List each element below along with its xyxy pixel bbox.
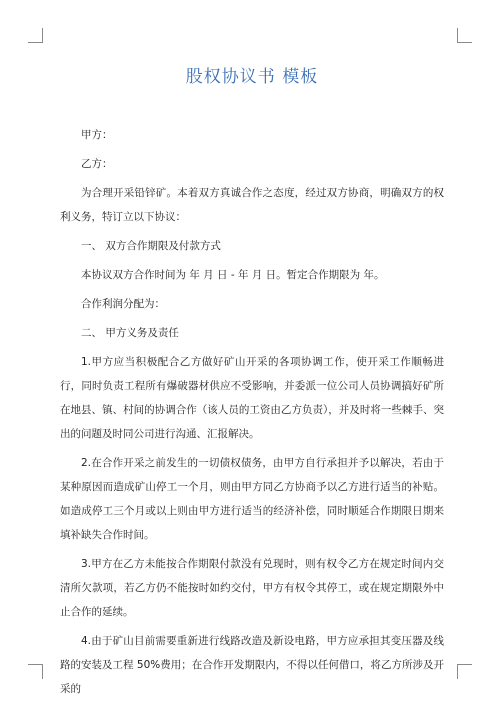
clause-4-paragraph: 4.由于矿山目前需要重新进行线路改造及新设电路，甲方应承担其变压器及线路的安装及工程 50%费用；在合作开发期限内，不得以任何借口，将乙方所涉及开采的 [60, 635, 444, 695]
crop-mark-bottom-left [28, 664, 43, 679]
section-2-heading: 二、 甲方义务及责任 [81, 327, 179, 339]
section-1-term: 本协议双方合作时间为 年 月 日 - 年 月 日。暂定合作期限为 年。 [81, 269, 385, 281]
intro-paragraph: 为合理开采铅锌矿。本着双方真诚合作之态度，经过双方协商，明确双方的权利义务，特订立以下协议： [60, 187, 444, 223]
clause-3-paragraph: 3.甲方在乙方未能按合作期限付款没有兑现时，则有权令乙方在规定时间内交清所欠款项，若乙方仍不能按时如约交付，甲方有权令其停工，或在规定期限外中止合作的延续。 [60, 558, 444, 618]
crop-mark-bottom-right [457, 664, 472, 679]
section-1-heading: 一、 双方合作期限及付款方式 [81, 240, 221, 252]
section-1-profit: 合作利润分配为： [81, 298, 165, 310]
party-a-line: 甲方： [81, 129, 113, 141]
crop-mark-top-right [457, 28, 472, 43]
document-page [60, 62, 444, 701]
crop-mark-top-left [28, 28, 43, 43]
document-title: 股权协议书 模板 [185, 67, 319, 87]
party-b-line: 乙方： [81, 158, 113, 170]
clause-1-paragraph: 1.甲方应当积极配合乙方做好矿山开采的各项协调工作，使开采工作顺畅进行，同时负责工程所有爆破器材供应不受影响，并委派一位公司人员协调搞好矿所在地县、镇、村间的协调合作（该人员的工资由乙方负责），并及时将一些棘手、突出的问题及时同公司进行沟通、汇报解决。 [60, 356, 444, 440]
clause-2-paragraph: 2.在合作开采之前发生的一切债权债务，由甲方自行承担并予以解决，若由于某种原因而造成矿山停工一个月，则由甲方同乙方协商予以乙方进行适当的补贴。如造成停工三个月或以上则由甲方进行适当的经济补偿，同时顺延合作期限日期来填补缺失合作时间。 [60, 457, 444, 541]
